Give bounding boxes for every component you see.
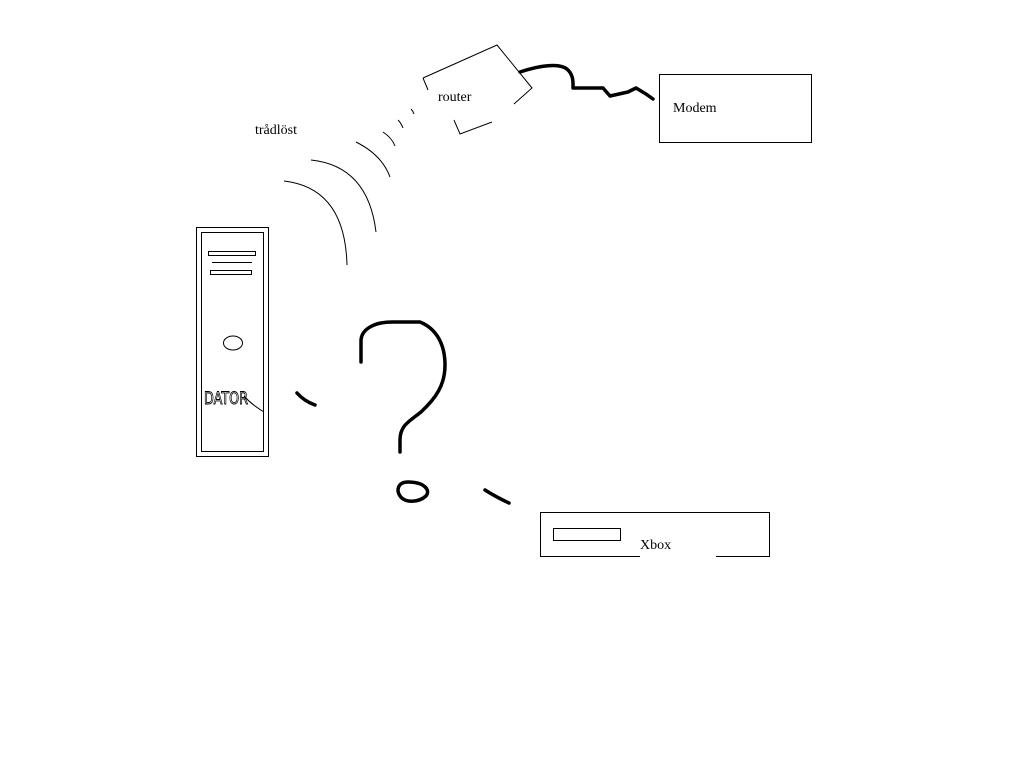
- signal-arc-4: [356, 142, 390, 177]
- tower-drive-bay-3: [211, 271, 252, 275]
- link-dash-right: [485, 490, 509, 503]
- tower-outer: [197, 228, 269, 457]
- signal-arc-6: [284, 181, 347, 265]
- router-node: [423, 45, 532, 134]
- computer-tower: [197, 228, 269, 457]
- modem-node: [660, 75, 812, 143]
- wireless-signal: [255, 109, 414, 265]
- tower-scrawl-label: DATOR: [204, 389, 249, 409]
- router-label: router: [438, 90, 472, 105]
- tower-power-button: [224, 336, 243, 350]
- modem-label: Modem: [673, 101, 717, 116]
- xbox-disc-tray: [554, 529, 621, 541]
- router-outline-left: [423, 78, 428, 90]
- signal-arc-2: [398, 120, 403, 128]
- wireless-label: trådlöst: [255, 123, 297, 138]
- router-modem-cable: [520, 66, 653, 99]
- router-outline-bottom: [454, 120, 492, 134]
- question-mark-hook: [361, 322, 445, 452]
- xbox-label: Xbox: [640, 538, 672, 553]
- signal-arc-3: [383, 132, 395, 146]
- xbox-node: [541, 513, 770, 557]
- signal-arc-1: [411, 109, 414, 114]
- link-dash-left: [297, 393, 315, 405]
- question-mark-dot: [398, 482, 428, 501]
- question-mark: [361, 322, 445, 501]
- tower-drive-bay-1: [209, 252, 256, 256]
- tower-inner: [202, 233, 264, 452]
